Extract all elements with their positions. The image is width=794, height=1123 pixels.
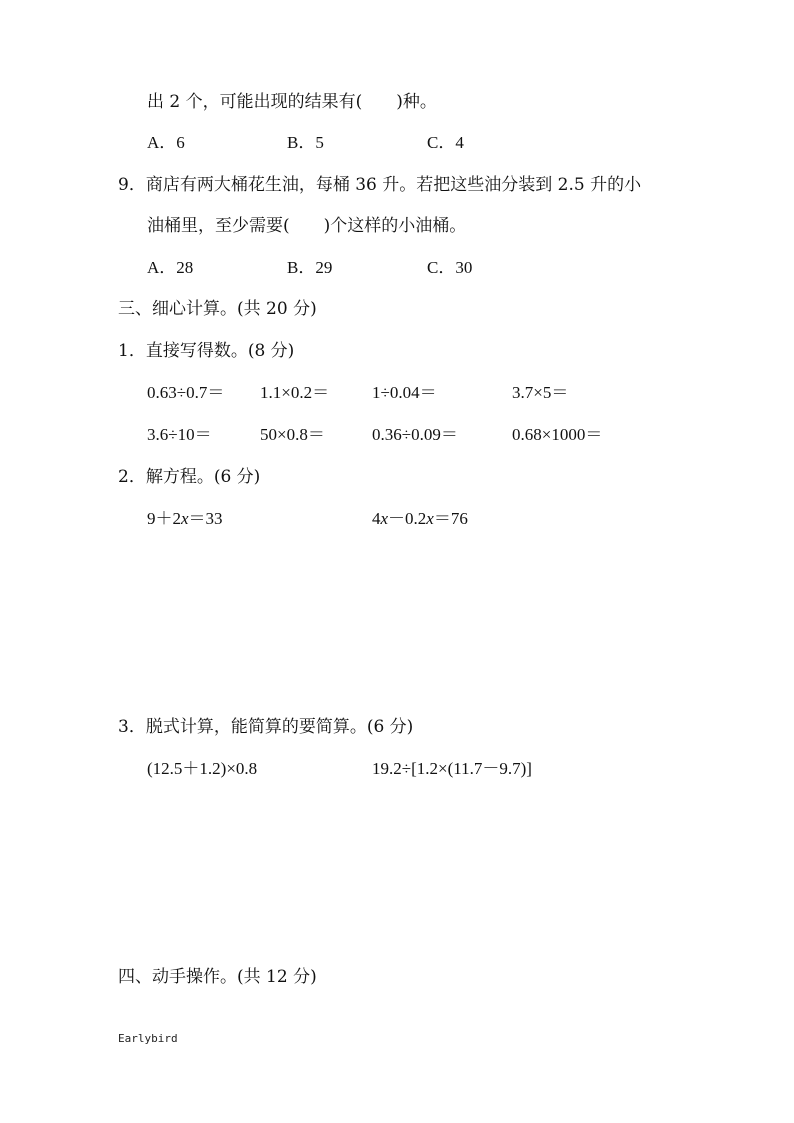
equation-2-coef: 4 (372, 509, 381, 528)
q9-option-a: A．28 (147, 258, 194, 277)
q9-option-c: C．30 (427, 258, 473, 277)
equation-2-right: ＝76 (433, 509, 468, 528)
calc-item: 3.6÷10＝ (147, 425, 212, 444)
calc-item: 1÷0.04＝ (372, 383, 437, 402)
part1-title: 1．直接写得数。(8 分) (118, 341, 295, 361)
q8-option-c: C．4 (427, 133, 464, 152)
equation-2-variable: x (426, 509, 434, 528)
footer-brand: Earlybird (118, 1032, 178, 1045)
calc-item: 0.68×1000＝ (512, 425, 603, 444)
calc-item: 0.63÷0.7＝ (147, 383, 225, 402)
equation-2-variable: x (380, 509, 389, 528)
equation-1 (147, 508, 223, 530)
calc-item: 3.7×5＝ (512, 383, 569, 402)
equation-1-right: ＝33 (188, 509, 223, 528)
calc-item: 0.36÷0.09＝ (372, 425, 458, 444)
section4-heading: 四、动手操作。(共 12 分) (118, 967, 317, 987)
part2-title: 2．解方程。(6 分) (118, 467, 261, 487)
equation-2 (372, 508, 468, 530)
equation-1-variable: x (181, 509, 189, 528)
q8-continuation: 出 2 个，可能出现的结果有( )种。 (147, 92, 437, 112)
section3-heading: 三、细心计算。(共 20 分) (118, 299, 317, 319)
q9-line1: 9．商店有两大桶花生油，每桶 36 升。若把这些油分装到 2.5 升的小 (118, 175, 642, 195)
expression-2: 19.2÷[1.2×(11.7－9.7)] (372, 759, 532, 778)
calc-item: 1.1×0.2＝ (260, 383, 330, 402)
q8-option-a: A．6 (147, 133, 185, 152)
q8-option-b: B．5 (287, 133, 324, 152)
q9-option-b: B．29 (287, 258, 333, 277)
equation-2-middle: －0.2 (388, 509, 427, 528)
expression-1: (12.5＋1.2)×0.8 (147, 759, 258, 778)
part3-title: 3．脱式计算，能简算的要简算。(6 分) (118, 717, 414, 737)
q9-line2: 油桶里，至少需要( )个这样的小油桶。 (147, 216, 467, 236)
equation-1-left: 9＋2 (147, 509, 181, 528)
calc-item: 50×0.8＝ (260, 425, 325, 444)
